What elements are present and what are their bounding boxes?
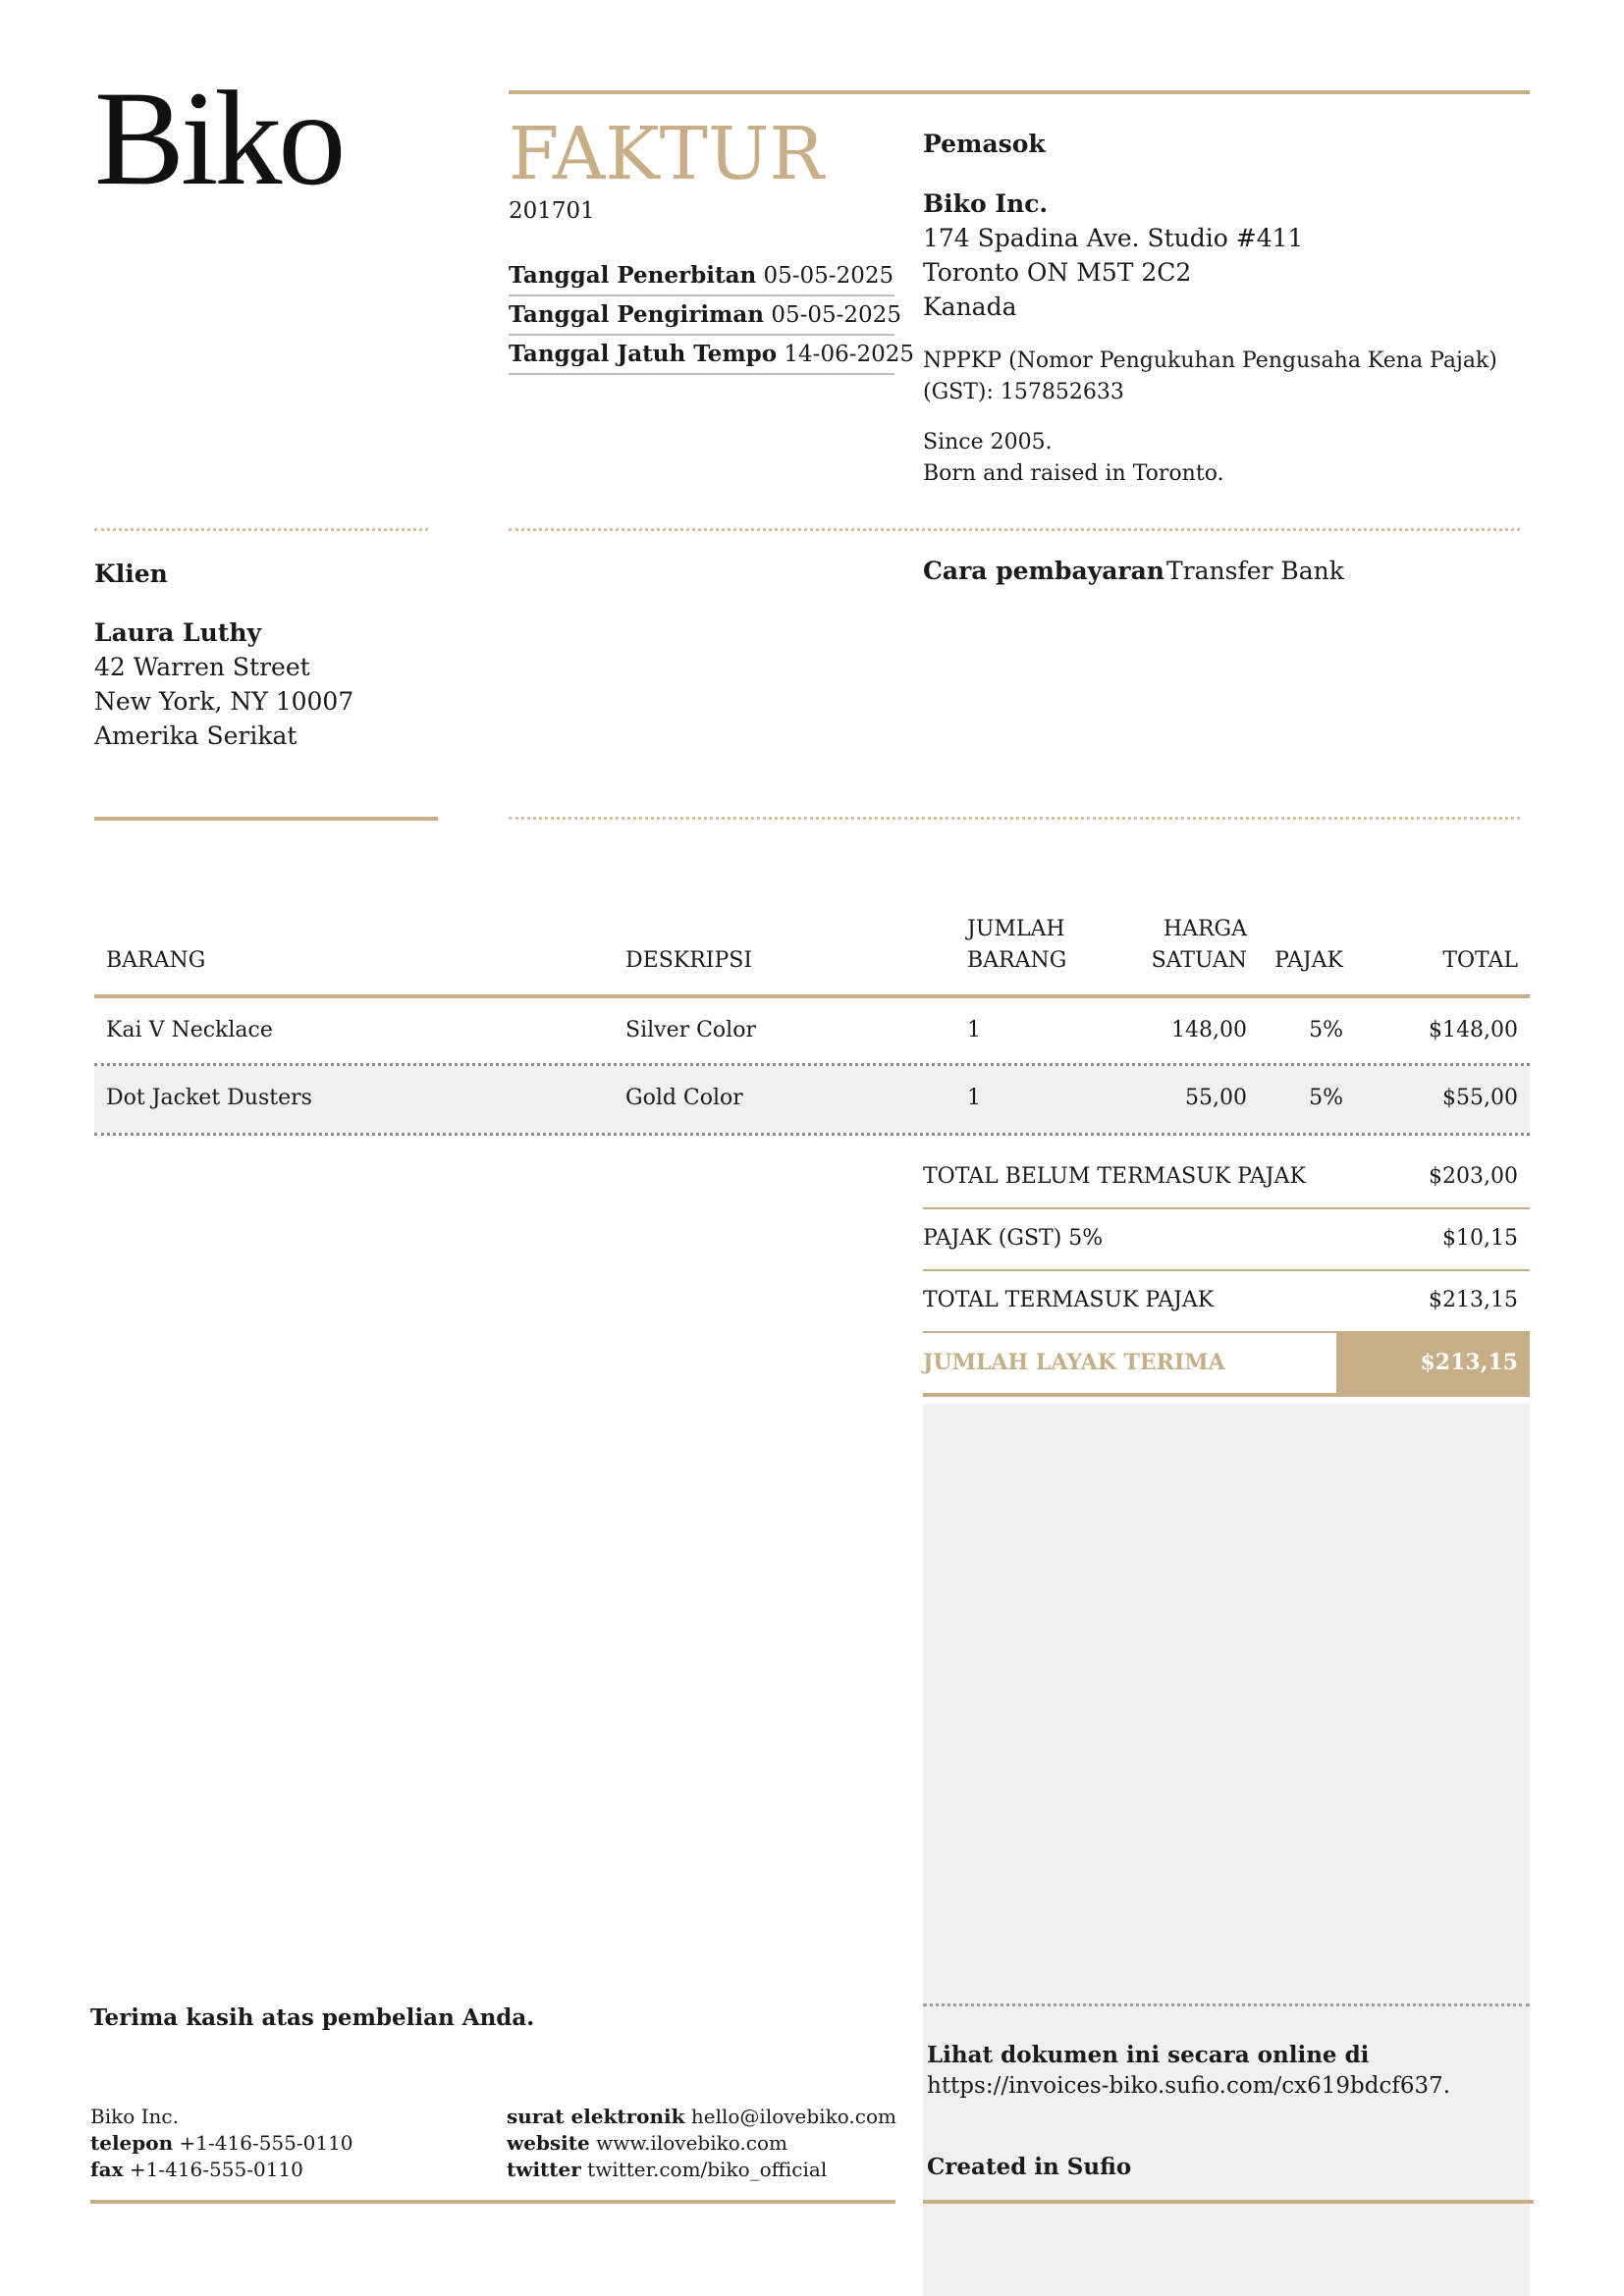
footer-fax: fax +1-416-555-0110 (90, 2158, 303, 2181)
amount-due-row (923, 1332, 1530, 1397)
header-qty-line2: BARANG (967, 948, 1067, 973)
delivery-date-label: Tanggal Pengiriman (509, 301, 765, 328)
issue-date-row (509, 257, 894, 296)
payment-method-label: Cara pembayaran (923, 557, 1164, 585)
footer-website: website www.ilovebiko.com (507, 2131, 787, 2155)
amount-due-box (1336, 1332, 1530, 1393)
payment-method-value: Transfer Bank (1166, 557, 1344, 585)
online-url-link[interactable]: https://invoices-biko.sufio.com/cx619bdcf637. (927, 2073, 1451, 2099)
header-price-line2: SATUAN (1151, 948, 1247, 973)
tax-label: PAJAK (GST) 5% (923, 1226, 1104, 1251)
subtotal-row (923, 1147, 1530, 1209)
supplier-address-line: 174 Spadina Ave. Studio #411 (923, 224, 1304, 252)
cell-total: $55,00 (1442, 1086, 1518, 1110)
online-label: Lihat dokumen ini secara online di (927, 2042, 1370, 2068)
subtotal-value: $203,00 (1429, 1164, 1518, 1189)
invoice-number: 201701 (509, 198, 595, 224)
created-in-sufio: Created in Sufio (927, 2154, 1132, 2180)
client-heading: Klien (94, 560, 168, 588)
tax-row (923, 1208, 1530, 1271)
supplier-address-line: Toronto ON M5T 2C2 (923, 258, 1192, 287)
client-name: Laura Luthy (94, 618, 262, 647)
header-description: DESKRIPSI (625, 948, 753, 973)
divider (509, 528, 1520, 531)
delivery-date-row (509, 296, 901, 336)
total-label: TOTAL TERMASUK PAJAK (923, 1288, 1215, 1312)
email-link[interactable]: hello@ilovebiko.com (690, 2105, 896, 2128)
subtotal-label: TOTAL BELUM TERMASUK PAJAK (923, 1164, 1306, 1189)
cell-price: 148,00 (1171, 1018, 1247, 1042)
supplier-tax-id-line: (GST): 157852633 (923, 380, 1124, 404)
cell-description: Silver Color (625, 1018, 756, 1042)
total-row (923, 1270, 1530, 1333)
thank-you-note: Terima kasih atas pembelian Anda. (90, 2004, 535, 2031)
client-address-line: 42 Warren Street (94, 653, 310, 681)
footer-phone: telepon +1-416-555-0110 (90, 2131, 353, 2155)
issue-date-label: Tanggal Penerbitan (509, 262, 757, 289)
divider (94, 528, 428, 531)
cell-price: 55,00 (1185, 1086, 1247, 1110)
supplier-note: Since 2005. (923, 430, 1053, 454)
cell-qty: 1 (967, 1086, 981, 1110)
header-tax: PAJAK (1274, 948, 1343, 973)
client-rule (94, 817, 438, 821)
cell-item: Dot Jacket Dusters (106, 1086, 312, 1110)
supplier-address-line: Kanada (923, 293, 1017, 321)
panel-footer-rule (923, 2200, 1534, 2204)
due-date-label: Tanggal Jatuh Tempo (509, 341, 778, 367)
header-price-line1: HARGA (1163, 917, 1247, 941)
due-date-row (509, 336, 915, 375)
total-value: $213,15 (1429, 1288, 1518, 1312)
client-address-line: New York, NY 10007 (94, 687, 354, 716)
footer-company: Biko Inc. (90, 2105, 179, 2128)
biko-logo: Biko (94, 63, 343, 213)
supplier-note: Born and raised in Toronto. (923, 461, 1224, 486)
amount-due-label: JUMLAH LAYAK TERIMA (923, 1350, 1225, 1375)
issue-date-value: 05-05-2025 (763, 263, 894, 289)
header-qty-line1: JUMLAH (967, 917, 1065, 941)
cell-item: Kai V Necklace (106, 1018, 273, 1042)
supplier-heading: Pemasok (923, 130, 1046, 158)
table-row (94, 998, 1530, 1063)
header-total: TOTAL (1442, 948, 1518, 973)
divider (509, 817, 1520, 820)
tax-value: $10,15 (1442, 1226, 1518, 1251)
header-item: BARANG (106, 948, 206, 973)
supplier-tax-id-line: NPPKP (Nomor Pengukuhan Pengusaha Kena Pajak) (923, 348, 1497, 373)
invoice-title: FAKTUR (509, 112, 825, 196)
table-row (94, 1066, 1530, 1133)
amount-due-value: $213,15 (1420, 1350, 1518, 1375)
cell-description: Gold Color (625, 1086, 743, 1110)
client-address-line: Amerika Serikat (94, 721, 298, 750)
cell-tax: 5% (1309, 1018, 1343, 1042)
row-divider (94, 1133, 1530, 1136)
website-link[interactable]: www.ilovebiko.com (596, 2131, 787, 2155)
cell-tax: 5% (1309, 1086, 1343, 1110)
supplier-name: Biko Inc. (923, 189, 1049, 218)
due-date-value: 14-06-2025 (784, 342, 915, 367)
panel-divider (923, 2003, 1530, 2006)
cell-qty: 1 (967, 1018, 981, 1042)
delivery-date-value: 05-05-2025 (771, 302, 901, 328)
footer-email: surat elektronik hello@ilovebiko.com (507, 2105, 896, 2128)
top-rule (509, 90, 1530, 94)
footer-twitter: twitter twitter.com/biko_official (507, 2158, 828, 2181)
cell-total: $148,00 (1429, 1018, 1518, 1042)
twitter-link[interactable]: twitter.com/biko_official (587, 2158, 828, 2181)
footer-rule (90, 2200, 895, 2204)
